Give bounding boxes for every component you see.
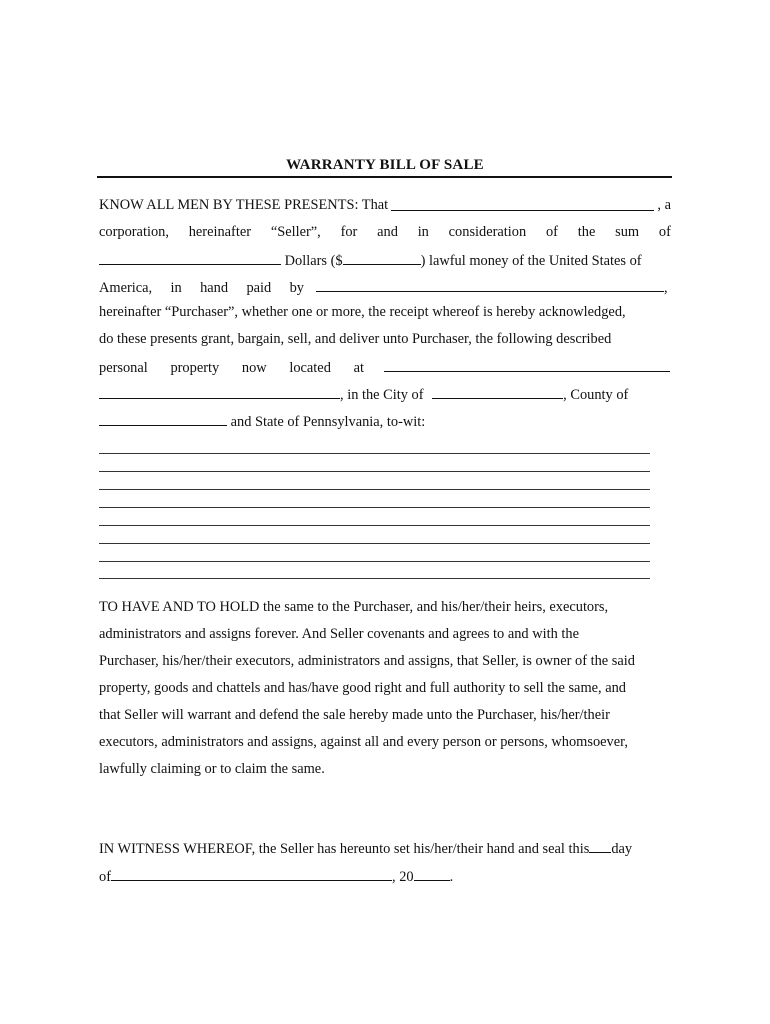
word: for xyxy=(340,224,358,240)
word: hereinafter xyxy=(188,224,252,240)
seller-name-blank[interactable] xyxy=(391,196,654,211)
p1-line-2 xyxy=(99,223,671,241)
presents-text: KNOW ALL MEN BY THESE PRESENTS: That xyxy=(99,197,389,213)
p1-line-7 xyxy=(99,357,671,377)
description-line[interactable] xyxy=(99,453,650,454)
address-blank[interactable] xyxy=(99,384,340,399)
location-blank[interactable] xyxy=(384,357,670,372)
purchaser-name-blank[interactable] xyxy=(316,277,664,292)
p2-line-1: TO HAVE AND TO HOLD the same to the Purchaser, and his/her/their heirs, executors, xyxy=(99,599,609,615)
witness-line-1 xyxy=(99,838,671,858)
p1-line-1 xyxy=(99,196,671,214)
page-title: WARRANTY BILL OF SALE xyxy=(286,157,484,173)
year-blank[interactable] xyxy=(414,866,450,881)
day-blank[interactable] xyxy=(589,838,611,853)
lawful-money-text: ) lawful money of the United States of xyxy=(420,253,642,269)
p2-line-2: administrators and assigns forever. And Seller covenants and agrees to and with the xyxy=(99,626,579,642)
witness-text: IN WITNESS WHEREOF, the Seller has hereunto set his/her/their hand and seal this xyxy=(99,841,590,857)
title-rule xyxy=(97,176,672,178)
witness-line-2 xyxy=(99,866,671,886)
amount-words-blank[interactable] xyxy=(99,250,281,265)
year-label: , 20 xyxy=(392,869,414,885)
word: located xyxy=(289,360,331,376)
word: the xyxy=(577,224,596,240)
location-words xyxy=(99,359,364,377)
word: corporation, xyxy=(99,224,169,240)
p2-line-6: executors, administrators and assigns, against all and every person or persons, whomsoever, xyxy=(99,734,628,750)
p1-line-4 xyxy=(99,277,671,297)
word: paid xyxy=(246,280,272,296)
dollars-label: Dollars ($ xyxy=(284,253,343,269)
word: of xyxy=(658,224,671,240)
p1-line-8 xyxy=(99,384,671,404)
p1-line-5: hereinafter “Purchaser”, whether one or more, the receipt whereof is hereby acknowledged, xyxy=(99,304,626,320)
word: in xyxy=(417,224,429,240)
word: property xyxy=(170,360,220,376)
state-text: and State of Pennsylvania, to-wit: xyxy=(230,414,426,430)
comma: , xyxy=(664,280,668,296)
word: of xyxy=(545,224,558,240)
of-label: of xyxy=(99,869,111,885)
p2-line-7: lawfully claiming or to claim the same. xyxy=(99,761,325,777)
word: sum xyxy=(615,224,640,240)
word: now xyxy=(241,360,267,376)
word: consideration xyxy=(448,224,527,240)
p2-line-4: property, goods and chattels and has/have good right and full authority to sell the same, and xyxy=(99,680,626,696)
period: . xyxy=(449,869,454,885)
paid-by-words xyxy=(99,279,304,297)
county-blank[interactable] xyxy=(99,411,227,426)
description-line[interactable] xyxy=(99,578,650,579)
p1-line-6: do these presents grant, bargain, sell, and deliver unto Purchaser, the following described xyxy=(99,331,612,347)
seller-suffix: , a xyxy=(657,197,671,213)
word: in xyxy=(170,280,182,296)
word: at xyxy=(353,360,364,376)
word: America, xyxy=(99,280,153,296)
description-line[interactable] xyxy=(99,561,650,562)
p2-line-3: Purchaser, his/her/their executors, administrators and assigns, that Seller, is owner of the said xyxy=(99,653,635,669)
word: and xyxy=(377,224,398,240)
description-line[interactable] xyxy=(99,507,650,508)
county-label: , County of xyxy=(563,387,629,403)
amount-number-blank[interactable] xyxy=(343,250,421,265)
city-blank[interactable] xyxy=(432,384,563,399)
description-line[interactable] xyxy=(99,543,650,544)
description-line[interactable] xyxy=(99,525,650,526)
word: “Seller”, xyxy=(270,224,321,240)
word: by xyxy=(289,280,304,296)
p2-line-5: that Seller will warrant and defend the sale hereby made unto the Purchaser, his/her/their xyxy=(99,707,610,723)
p1-line-3 xyxy=(99,250,671,270)
description-line[interactable] xyxy=(99,489,650,490)
month-blank[interactable] xyxy=(111,866,392,881)
description-line[interactable] xyxy=(99,471,650,472)
city-label: , in the City of xyxy=(340,387,424,403)
day-label: day xyxy=(611,841,633,857)
p1-line-9 xyxy=(99,411,671,431)
word: hand xyxy=(200,280,229,296)
word: personal xyxy=(99,360,148,376)
